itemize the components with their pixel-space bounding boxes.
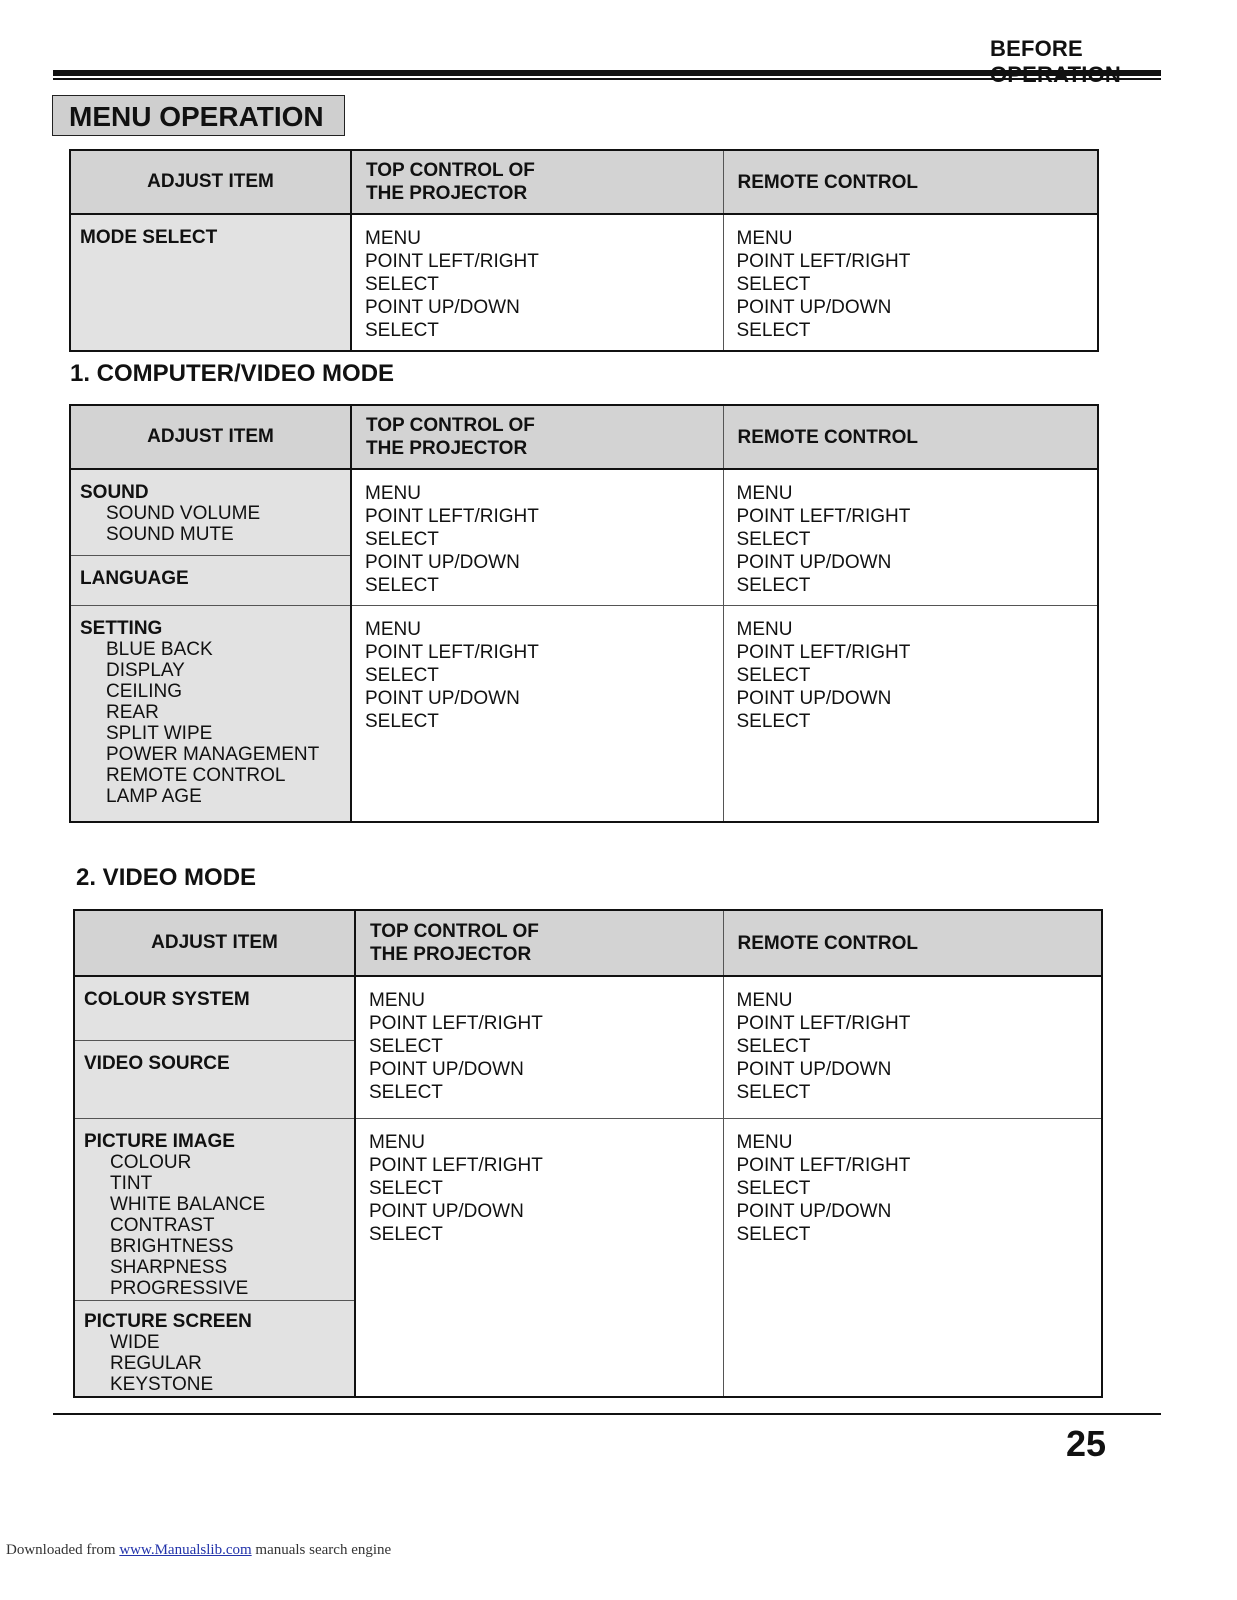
item-sound: SOUND SOUND VOLUME SOUND MUTE [70, 469, 351, 555]
heading-computer-video-mode: 1. COMPUTER/VIDEO MODE [70, 360, 395, 387]
item-picture-image: PICTURE IMAGE COLOUR TINT WHITE BALANCE CONTRAST BRIGHTNESS SHARPNESS PROGRESSIVE [74, 1118, 355, 1300]
remote-control-steps: MENU POINT LEFT/RIGHT SELECT POINT UP/DOWN SELECT [723, 976, 1102, 1118]
heading-video-mode: 2. VIDEO MODE [76, 864, 257, 891]
video-mode-table [73, 909, 1103, 1398]
top-control-steps: MENU POINT LEFT/RIGHT SELECT POINT UP/DOWN SELECT [355, 1118, 723, 1397]
item-picture-screen: PICTURE SCREEN WIDE REGULAR KEYSTONE [74, 1300, 355, 1397]
page-title: MENU OPERATION [52, 95, 345, 136]
footer-suffix: manuals search engine [251, 1542, 392, 1558]
top-control-steps: MENU POINT LEFT/RIGHT SELECT POINT UP/DOWN SELECT [351, 214, 723, 351]
remote-control-steps: MENU POINT LEFT/RIGHT SELECT POINT UP/DOWN SELECT [723, 214, 1098, 351]
header-top-control: TOP CONTROL OF THE PROJECTOR [351, 405, 723, 469]
computer-video-mode-table [69, 404, 1099, 823]
header-adjust-item: ADJUST ITEM [70, 150, 351, 214]
mode-select-table [69, 149, 1099, 352]
bottom-rule [53, 1413, 1161, 1415]
remote-control-steps: MENU POINT LEFT/RIGHT SELECT POINT UP/DOWN SELECT [723, 469, 1098, 605]
item-video-source: VIDEO SOURCE [74, 1040, 355, 1118]
page-number: 25 [1066, 1423, 1107, 1464]
remote-control-steps: MENU POINT LEFT/RIGHT SELECT POINT UP/DOWN SELECT [723, 605, 1098, 822]
top-control-steps: MENU POINT LEFT/RIGHT SELECT POINT UP/DOWN SELECT [355, 976, 723, 1118]
header-adjust-item: ADJUST ITEM [74, 910, 355, 976]
item-setting: SETTING BLUE BACK DISPLAY CEILING REAR SPLIT WIPE POWER MANAGEMENT REMOTE CONTROL LAMP AGE [70, 605, 351, 822]
remote-control-steps: MENU POINT LEFT/RIGHT SELECT POINT UP/DOWN SELECT [723, 1118, 1102, 1397]
header-top-control: TOP CONTROL OF THE PROJECTOR [351, 150, 723, 214]
top-control-steps: MENU POINT LEFT/RIGHT SELECT POINT UP/DOWN SELECT [351, 605, 723, 822]
section-label: BEFORE [990, 36, 1083, 61]
footer-link[interactable]: www.Manualslib.com [119, 1542, 252, 1558]
top-rule-thin [53, 78, 1161, 80]
item-language: LANGUAGE [70, 555, 351, 605]
header-adjust-item: ADJUST ITEM [70, 405, 351, 469]
header-remote-control: REMOTE CONTROL [723, 150, 1098, 214]
item-mode-select: MODE SELECT [70, 214, 351, 351]
header-remote-control: REMOTE CONTROL [723, 910, 1102, 976]
header-remote-control: REMOTE CONTROL [723, 405, 1098, 469]
item-colour-system: COLOUR SYSTEM [74, 976, 355, 1040]
top-control-steps: MENU POINT LEFT/RIGHT SELECT POINT UP/DOWN SELECT [351, 469, 723, 605]
footer-prefix: Downloaded from [6, 1542, 120, 1558]
footer [6, 1542, 391, 1559]
top-rule [53, 70, 1161, 76]
header-top-control: TOP CONTROL OF THE PROJECTOR [355, 910, 723, 976]
